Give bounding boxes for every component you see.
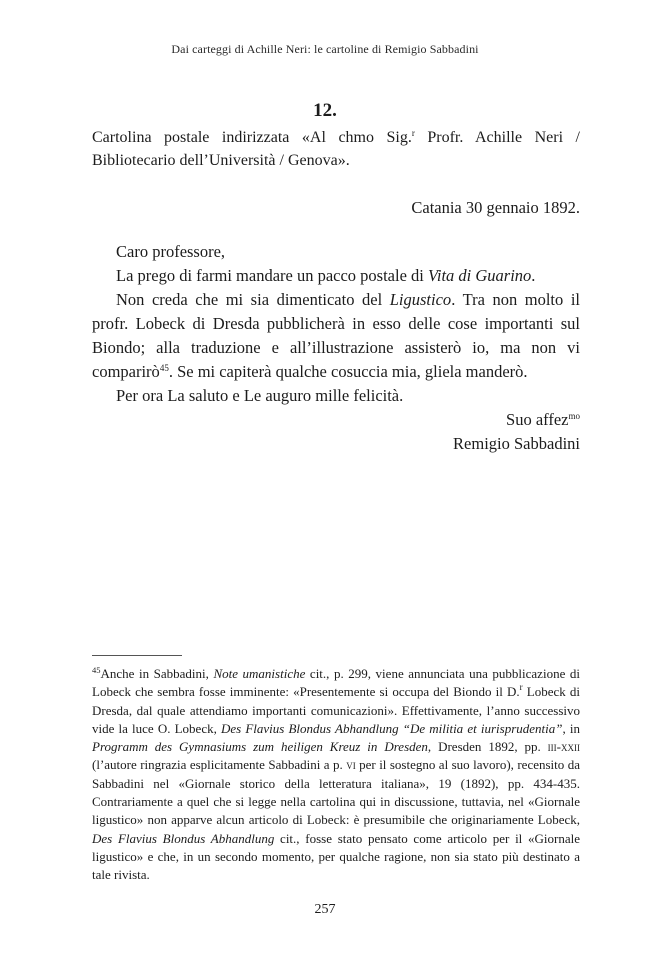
- footnote-title: Des Flavius Blondus Abhandlung: [92, 830, 275, 846]
- paragraph-text: . Se mi capiterà qualche cosuccia mia, gliela manderò.: [168, 362, 528, 381]
- footnote-text: cit., p. 299, viene annunciata una pubblicazione di Lobeck che sembra fosse imminente: «Presentemente si occupa del Biondo il D.: [92, 666, 580, 700]
- signature: Remigio Sabbadini: [453, 434, 580, 453]
- letter-paragraph-2: [92, 288, 580, 384]
- paragraph-text: . Tra non molto il profr. Lobeck di Dresda pubblicherà in esso delle cose importanti sul Biondo; alla traduzione e all’illustrazione assisterò io, ma non vi comparirò: [92, 290, 580, 381]
- paragraph-text: .: [531, 266, 536, 285]
- document-number: 12.: [313, 100, 337, 121]
- footnote-page-ref: vi: [346, 757, 356, 773]
- footnote-45: [92, 665, 580, 885]
- paragraph-text: Non creda che mi sia dimenticato del: [116, 290, 390, 309]
- footnote-text: per il sostegno al suo lavoro), recensito da Sabbadini nel «Giornale storico della letteratura italiana», 19 (1892), pp. 434-435. Contrariamente a quel che si legge nella cartolina qui in discussione, tuttavia, nel «Giornale ligustico» non apparve alcun articolo di Lobeck: è presumibile che originariamente Lobeck,: [92, 757, 580, 828]
- letter-paragraph-1: [92, 264, 580, 288]
- footnote-title: Programm des Gymnasiums zum heiligen Kreuz in Dresden: [92, 739, 428, 755]
- running-header: Dai carteggi di Achille Neri: le cartoline di Remigio Sabbadini: [171, 42, 479, 56]
- footnote-superscript: r: [519, 682, 523, 693]
- footnote-page-range: iii-xxii: [547, 739, 580, 755]
- footnote-text: , in: [562, 720, 580, 736]
- footnote-reference: 45: [159, 363, 169, 373]
- intro-superscript: r: [411, 128, 415, 138]
- footnote-text: , Dresden 1892, pp.: [427, 739, 548, 755]
- footnote-title: Note umanistiche: [213, 666, 306, 681]
- page-number: 257: [314, 902, 336, 917]
- intro-text-tail: Profr. Achille Neri / Bibliotecario dell’Università / Genova».: [92, 129, 580, 169]
- footnote-title: Des Flavius Blondus Abhandlung “De militia et iurisprudentia”: [221, 720, 563, 736]
- closing-superscript: mo: [568, 411, 580, 421]
- letter-body: [92, 240, 580, 456]
- footnote-text: cit., fosse stato pensato come articolo per il «Giornale ligustico» e che, in un secondo momento, per qualche ragione, non sia stato più destinato a tale rivista.: [92, 830, 581, 883]
- footnote-text: Lobeck di Dresda, dal quale attendiamo importanti comunicazioni». Effettivamente, l’anno successivo vide la luce O. Lobeck,: [92, 684, 580, 736]
- dateline: Catania 30 gennaio 1892.: [411, 198, 580, 217]
- document-description: [92, 126, 580, 172]
- footnote-text: (l’autore ringrazia esplicitamente Sabbadini a p.: [92, 757, 347, 773]
- salutation: Caro professore,: [116, 242, 226, 261]
- intro-text: Cartolina postale indirizzata «Al chmo Sig.: [92, 129, 412, 146]
- book-title: Vita di Guarino: [428, 266, 532, 285]
- paragraph-text: La prego di farmi mandare un pacco postale di: [116, 266, 429, 285]
- closing-text: Suo affez: [506, 410, 569, 429]
- footnote-text: Anche in Sabbadini,: [100, 666, 214, 681]
- closing: [92, 408, 580, 432]
- letter-paragraph-3: Per ora La saluto e Le auguro mille felicità.: [116, 386, 404, 405]
- footnote-marker: 45: [92, 665, 101, 675]
- journal-title: Ligustico: [389, 290, 452, 309]
- footnote-separator: [92, 655, 182, 656]
